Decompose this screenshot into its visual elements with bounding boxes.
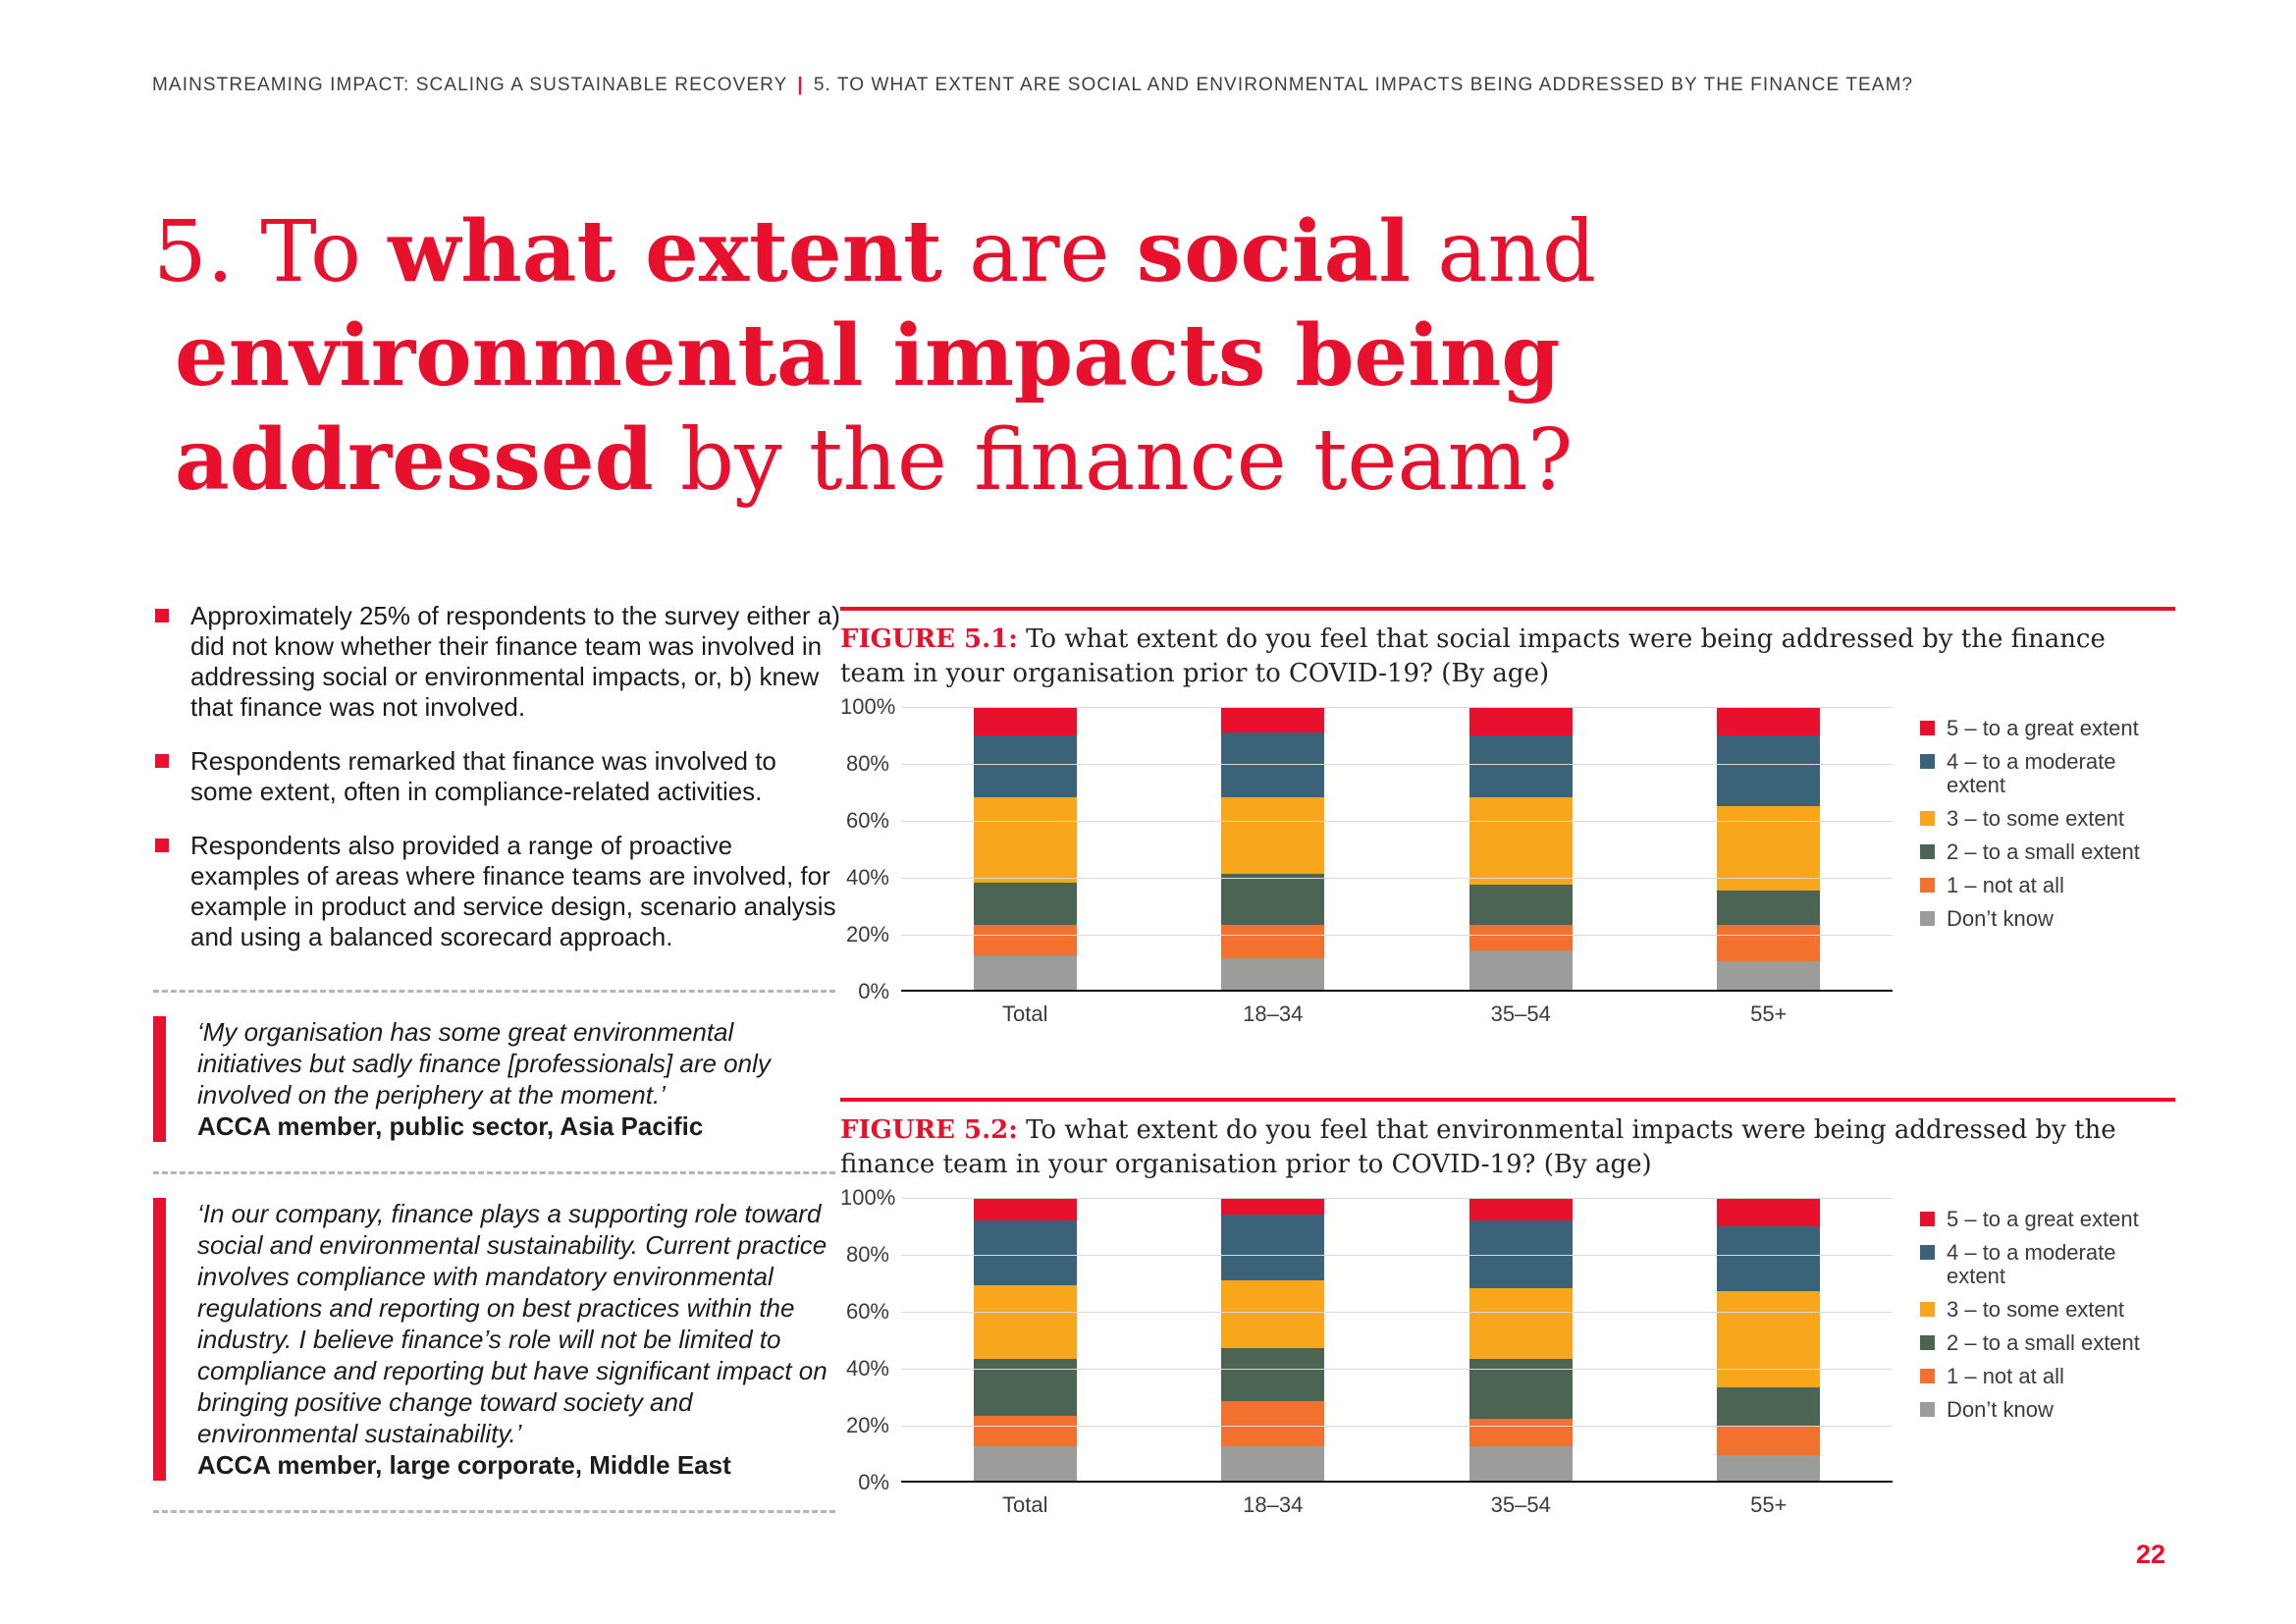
bullet-item [153,601,840,723]
x-axis-tick-label: 18–34 [1243,1492,1304,1517]
bar-segment [974,1220,1077,1285]
bar-segment [1717,1198,1820,1226]
bullet-text: Respondents also provided a range of proactive examples of areas where finance teams are involved, for example in product and service design, scenario analysis and using a balanced scorecard approach. [190,831,836,951]
bar-segment [1221,707,1324,732]
legend-item [1920,1365,2173,1388]
legend-label: 1 – not at all [1947,873,2064,897]
bar-segment [1469,707,1573,735]
y-axis-tick-label: 100% [840,694,896,719]
bar-segment [974,955,1077,990]
bar-segment [1469,1198,1573,1220]
quotes-section [153,990,835,1513]
running-header-chapter-title: 5. TO WHAT EXTENT ARE SOCIAL AND ENVIRONMENTAL IMPACTS BEING ADDRESSED BY THE FINANCE TEAM? [813,75,1914,95]
bar-segment [974,1359,1077,1416]
legend-swatch-icon [1920,1245,1935,1260]
stacked-bar [1717,1198,1820,1481]
bar-segment [974,1198,1077,1220]
figure-label: FIGURE 5.2: [840,1115,1018,1145]
legend-swatch-icon [1920,811,1935,826]
x-axis-tick-label: Total [1002,1001,1048,1026]
summary-bullet-list [153,601,840,976]
legend-item [1920,717,2173,740]
legend-label: 4 – to a moderate extent [1947,1240,2116,1288]
title-line [153,304,1763,408]
figure-caption-text: To what extent do you feel that environmental impacts were being addressed by the finance team in your organisation prior to COVID-19? (By age) [840,1115,2116,1179]
bar-segment [1221,1446,1324,1481]
bar-segment [1221,732,1324,797]
figure-label: FIGURE 5.1: [840,624,1018,654]
quote-attribution: ACCA member, large corporate, Middle East [197,1450,731,1480]
gridline [901,821,1893,822]
figure-5-1 [840,607,2175,1037]
quote-body [197,1016,835,1142]
legend-swatch-icon [1920,911,1935,926]
gridline [901,707,1893,708]
y-axis [840,1185,896,1494]
y-axis-tick-label: 80% [845,751,889,776]
gridline [901,1369,1893,1370]
legend-item [1920,1241,2173,1288]
bar-segment [974,1446,1077,1481]
bar-segment [1717,735,1820,806]
legend-label: 2 – to a small extent [1947,839,2140,864]
bar-segment [1221,1215,1324,1279]
chart-legend [1920,1208,2173,1432]
bar-segment [974,707,1077,735]
gridline [901,1426,1893,1427]
legend-label: 4 – to a moderate extent [1947,749,2116,797]
bar-segment [1717,961,1820,990]
quote-attribution: ACCA member, public sector, Asia Pacific [197,1111,704,1141]
bar-segment [1221,797,1324,874]
x-axis-tick-label: 35–54 [1490,1001,1551,1026]
bar-segment [1469,1446,1573,1481]
legend-item [1920,840,2173,864]
x-axis-tick-label: Total [1002,1492,1048,1517]
legend-swatch-icon [1920,1302,1935,1317]
page-title [153,200,1763,513]
title-segment: what extent [388,202,942,301]
gridline [901,935,1893,936]
legend-swatch-icon [1920,754,1935,769]
bar-group-total [901,1198,1149,1481]
bar-group-35-54 [1397,1198,1645,1481]
title-segment: social [1136,202,1411,301]
pull-quote [153,1016,835,1142]
bar-segment [1717,1226,1820,1291]
bullet-marker-icon [155,754,169,768]
title-segment: by the finance team? [653,411,1574,510]
title-segment: 5. To [153,203,389,301]
legend-label: Don’t know [1947,906,2054,931]
title-segment: environmental impacts being [175,306,1561,406]
bar-segment [1469,1288,1573,1359]
x-axis-tick-label: 18–34 [1243,1001,1304,1026]
figure-rule [840,1098,2175,1102]
bullet-marker-icon [155,609,169,623]
y-axis-tick-label: 40% [845,1356,889,1380]
bar-segment [1717,1387,1820,1427]
quote-body [197,1198,835,1481]
stacked-bar [1469,707,1573,990]
y-axis-tick-label: 0% [858,979,889,1003]
bullet-marker-icon [155,839,169,852]
stacked-bar-chart [840,694,2175,1037]
title-line [153,200,1763,304]
bar-segment [1717,891,1820,925]
bar-segment [974,797,1077,882]
legend-swatch-icon [1920,1369,1935,1383]
legend-item [1920,1398,2173,1422]
bullet-item [153,746,840,807]
stacked-bar-chart [840,1185,2175,1528]
y-axis-tick-label: 80% [845,1242,889,1267]
legend-item [1920,1298,2173,1322]
bar-segment [1221,1198,1324,1215]
y-axis-tick-label: 20% [845,1413,889,1437]
stacked-bar [1469,1198,1573,1481]
y-axis-tick-label: 20% [845,922,889,947]
plot-area [901,1198,1893,1483]
chart-legend [1920,717,2173,941]
bar-segment [1469,950,1573,990]
bullet-text: Approximately 25% of respondents to the survey either a) did not know whether their finance team was involved in addressing social or environmental impacts, or, b) knew that finance was not involved. [190,601,840,722]
bar-segment [1221,1401,1324,1446]
bar-segment [974,1416,1077,1447]
bar-segment [1469,797,1573,885]
bar-segment [1221,925,1324,959]
y-axis-tick-label: 60% [845,1299,889,1324]
figure-5-2 [840,1098,2175,1528]
gridline [901,1312,1893,1313]
bullet-item [153,831,840,952]
x-axis-tick-label: 35–54 [1490,1492,1551,1517]
bar-segment [974,883,1077,925]
bar-segment [1469,1419,1573,1447]
figure-caption [840,1113,2173,1182]
figure-rule [840,607,2175,611]
legend-item [1920,1331,2173,1355]
legend-label: 5 – to a great extent [1947,1207,2139,1231]
legend-swatch-icon [1920,844,1935,859]
bar-group-35-54 [1397,707,1645,990]
bar-group-55- [1645,1198,1894,1481]
bar-group-18-34 [1149,707,1398,990]
y-axis-tick-label: 40% [845,865,889,890]
bar-group-55- [1645,707,1894,990]
bar-segment [1717,1455,1820,1481]
x-axis [901,1001,1893,1027]
bar-segment [974,735,1077,797]
stacked-bar [974,1198,1077,1481]
x-axis-tick-label: 55+ [1750,1001,1788,1026]
figure-caption-text: To what extent do you feel that social impacts were being addressed by the finance team in your organisation prior to COVID-19? (By age) [840,624,2106,688]
gridline [901,764,1893,765]
y-axis [840,694,896,1003]
x-axis-tick-label: 55+ [1750,1492,1788,1517]
legend-item [1920,750,2173,797]
stacked-bar [974,707,1077,990]
running-header-report-title: MAINSTREAMING IMPACT: SCALING A SUSTAINABLE RECOVERY [152,75,788,95]
title-segment: are [941,203,1137,301]
legend-item [1920,907,2173,931]
x-axis [901,1492,1893,1518]
title-segment: and [1411,203,1597,301]
legend-swatch-icon [1920,721,1935,735]
quote-accent-bar [153,1016,166,1142]
legend-item [1920,874,2173,897]
bar-segment [1469,885,1573,924]
quote-accent-bar [153,1198,166,1481]
title-segment: addressed [175,410,654,510]
bar-segment [1717,1427,1820,1455]
bar-segment [1221,874,1324,925]
legend-item [1920,807,2173,831]
legend-swatch-icon [1920,878,1935,893]
bar-segment [1717,1291,1820,1387]
legend-label: 2 – to a small extent [1947,1330,2140,1355]
legend-item [1920,1208,2173,1231]
gridline [901,1255,1893,1256]
bullet-text: Respondents remarked that finance was involved to some extent, often in compliance-related activities. [190,746,776,806]
bar-segment [1221,1348,1324,1402]
legend-label: 1 – not at all [1947,1364,2064,1388]
legend-label: 5 – to a great extent [1947,716,2139,740]
page-number: 22 [2136,1540,2166,1569]
plot-area [901,707,1893,992]
stacked-bar [1221,1198,1324,1481]
stacked-bar [1717,707,1820,990]
bar-segment [1717,925,1820,961]
figure-caption [840,623,2173,691]
bar-segment [1469,735,1573,797]
bar-group-18-34 [1149,1198,1398,1481]
legend-swatch-icon [1920,1335,1935,1350]
y-axis-tick-label: 0% [858,1470,889,1494]
title-line [153,408,1763,513]
quote-text: ‘My organisation has some great environmental initiatives but sadly finance [professionals] are only involved on the periphery at the moment.’ [197,1017,771,1110]
legend-label: 3 – to some extent [1947,1297,2124,1322]
y-axis-tick-label: 100% [840,1185,896,1210]
quote-text: ‘In our company, finance plays a supporting role toward social and environmental sustainability. Current practice involves compliance with mandatory environmental regulations and reporting on best practices within the industry. I believe finance’s role will not be limited to compliance and reporting but have significant impact on bringing positive change toward society and environmental sustainability.’ [197,1199,828,1448]
legend-label: 3 – to some extent [1947,806,2124,831]
bar-segment [974,925,1077,956]
bar-segment [1221,958,1324,990]
bar-segment [1717,707,1820,735]
gridline [901,1198,1893,1199]
pull-quote [153,1198,835,1481]
bar-segment [1469,925,1573,950]
stacked-bar [1221,707,1324,990]
legend-swatch-icon [1920,1212,1935,1226]
y-axis-tick-label: 60% [845,808,889,833]
legend-swatch-icon [1920,1402,1935,1417]
running-header-separator: | [797,75,804,95]
dashed-divider [153,1510,835,1513]
legend-label: Don’t know [1947,1397,2054,1422]
running-header [152,75,1913,96]
bar-group-total [901,707,1149,990]
dashed-divider [153,990,835,993]
dashed-divider [153,1171,835,1174]
gridline [901,878,1893,879]
bar-segment [1221,1280,1324,1348]
bar-segment [974,1285,1077,1359]
